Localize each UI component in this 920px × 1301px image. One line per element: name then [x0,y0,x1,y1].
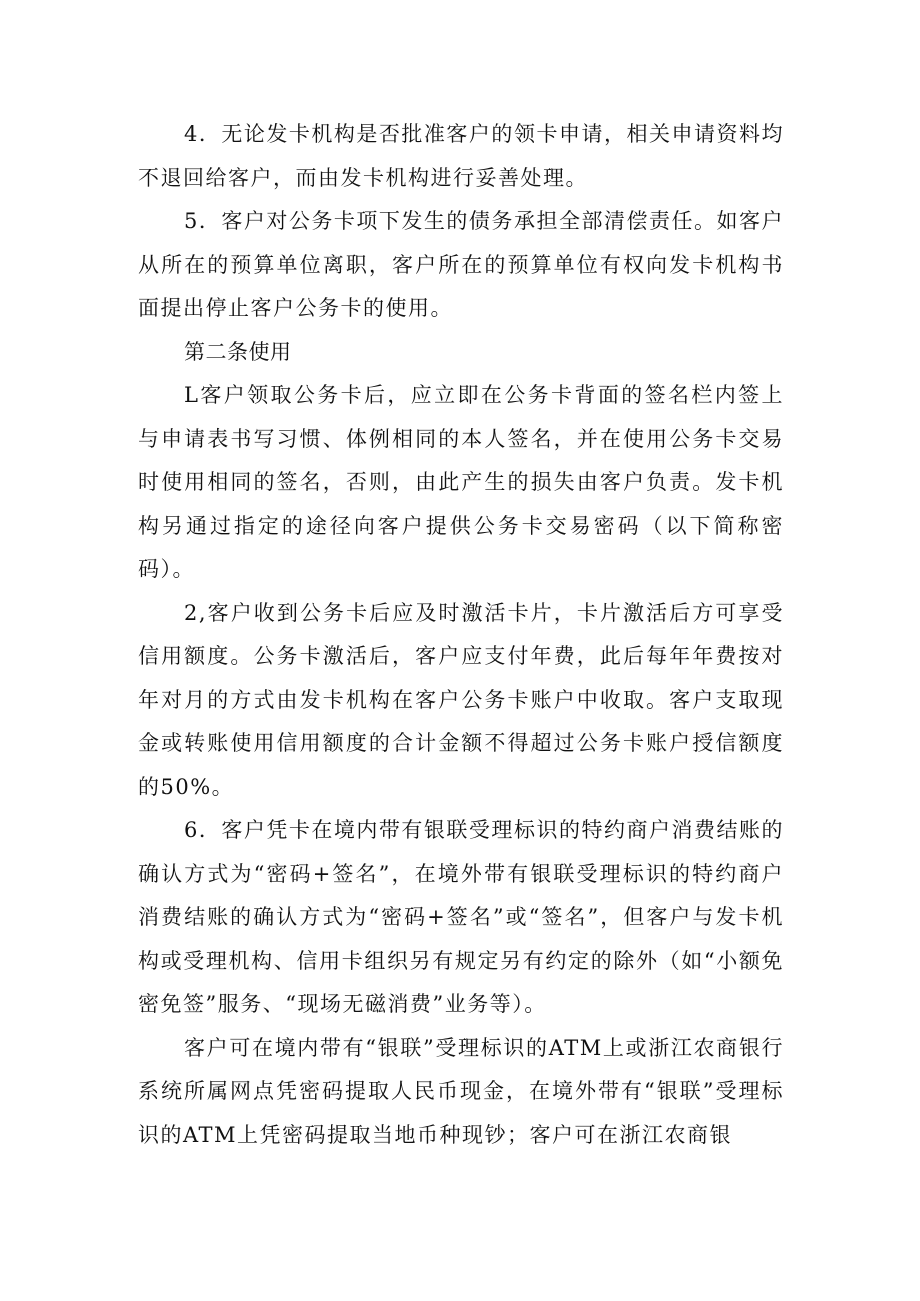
paragraph-atm-withdrawal: 客户可在境内带有“银联”受理标识的ATM上或浙江农商银行系统所属网点凭密码提取人民币现金，在境外带有“银联”受理标识的ATM上凭密码提取当地币种现钞；客户可在浙江农商银 [138,1035,784,1147]
paragraph-clause-2-activation: 2,客户收到公务卡后应及时激活卡片，卡片激活后方可享受信用额度。公务卡激活后，客户应支付年费，此后每年年费按对年对月的方式由发卡机构在客户公务卡账户中收取。客户支取现金或转账使用信用额度的合计金额不得超过公务卡账户授信额度的50%。 [138,600,784,799]
section-heading-article-2: 第二条使用 [184,339,292,364]
document-body [138,113,784,1157]
paragraph-clause-1-signature: L客户领取公务卡后，应立即在公务卡背面的签名栏内签上与申请表书写习惯、体例相同的本人签名，并在使用公务卡交易时使用相同的签名，否则，由此产生的损失由客户负责。发卡机构另通过指定的途径向客户提供公务卡交易密码（以下简称密码）。 [138,383,784,581]
paragraph-clause-5: 5．客户对公务卡项下发生的债务承担全部清偿责任。如客户从所在的预算单位离职，客户所在的预算单位有权向发卡机构书面提出停止客户公务卡的使用。 [138,209,784,320]
paragraph-clause-6-confirmation: 6．客户凭卡在境内带有银联受理标识的特约商户消费结账的确认方式为“密码+签名”，在境外带有银联受理标识的特约商户消费结账的确认方式为“密码+签名”或“签名”，但客户与发卡机构或受理机构、信用卡组织另有规定另有约定的除外（如“小额免密免签”服务、“现场无磁消费”业务等）。 [138,818,784,1016]
paragraph-clause-4: 4．无论发卡机构是否批准客户的领卡申请，相关申请资料均不退回给客户，而由发卡机构进行妥善处理。 [138,122,784,190]
